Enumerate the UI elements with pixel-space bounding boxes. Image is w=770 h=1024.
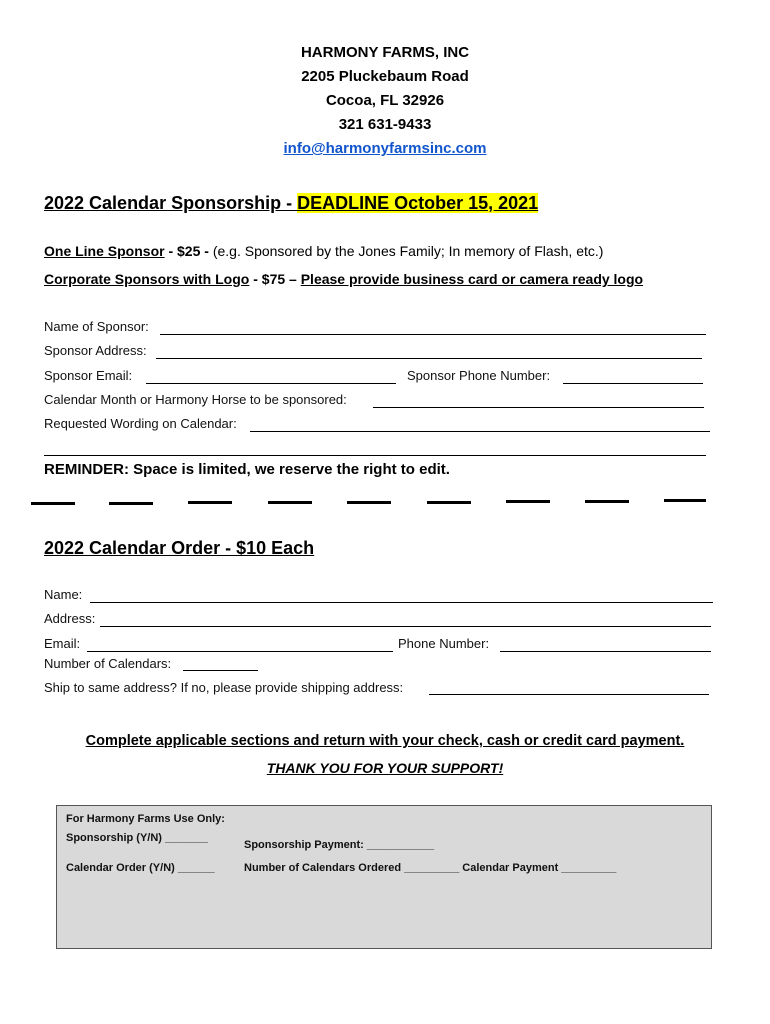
company-header: [0, 41, 770, 161]
company-street: 2205 Pluckebaum Road: [301, 68, 469, 85]
sponsor-email-field[interactable]: [146, 371, 396, 384]
sponsor-address-label: Sponsor Address:: [44, 343, 147, 358]
order-ship-label: Ship to same address? If no, please provide shipping address:: [44, 680, 404, 695]
company-email-link[interactable]: info@harmonyfarmsinc.com: [283, 140, 487, 157]
sponsor-email-row: [44, 368, 132, 383]
thank-you-text: THANK YOU FOR YOUR SUPPORT!: [266, 760, 504, 776]
order-phone-field[interactable]: [500, 639, 711, 652]
cut-line-dash: [109, 502, 153, 505]
order-address-row: [44, 611, 95, 626]
order-phone-label: Phone Number:: [398, 636, 490, 651]
sponsor-phone-label: Sponsor Phone Number:: [407, 368, 551, 383]
order-phone-row: [398, 636, 489, 651]
office-calendars-ordered: Number of Calendars Ordered _________ Calendar Payment _________: [244, 862, 617, 874]
order-ship-field[interactable]: [429, 682, 709, 695]
office-calendar-order-yn: Calendar Order (Y/N) ______: [66, 862, 215, 874]
office-use-box: [56, 805, 712, 949]
sponsor-month-row: [44, 392, 347, 407]
sponsor-phone-field[interactable]: [563, 371, 703, 384]
order-title: 2022 Calendar Order - $10 Each: [44, 538, 315, 558]
sponsor-wording-field[interactable]: [250, 419, 710, 432]
one-line-sponsor-price: - $25 -: [164, 243, 213, 259]
reminder-text: REMINDER: Space is limited, we reserve the right to edit.: [44, 461, 450, 478]
order-name-field[interactable]: [90, 590, 713, 603]
office-use-heading: For Harmony Farms Use Only:: [66, 813, 225, 825]
sponsor-address-row: [44, 343, 147, 358]
sponsor-month-label: Calendar Month or Harmony Horse to be sponsored:: [44, 392, 347, 407]
one-line-sponsor-row: [44, 243, 603, 259]
order-count-field[interactable]: [183, 658, 258, 671]
sponsor-month-field[interactable]: [373, 395, 704, 408]
sponsor-name-label: Name of Sponsor:: [44, 319, 149, 334]
corporate-sponsor-label: Corporate Sponsors with Logo: [44, 271, 250, 287]
sponsor-phone-row: [407, 368, 550, 383]
cut-line-dash: [585, 500, 629, 503]
sponsor-wording-label: Requested Wording on Calendar:: [44, 416, 237, 431]
sponsor-email-label: Sponsor Email:: [44, 368, 133, 383]
return-instructions: Complete applicable sections and return with your check, cash or credit card payment.: [85, 733, 685, 749]
sponsor-wording-row: [44, 416, 237, 431]
order-count-label: Number of Calendars:: [44, 656, 172, 671]
sponsor-name-field[interactable]: [160, 322, 706, 335]
order-email-field[interactable]: [87, 639, 393, 652]
cut-line-dash: [506, 500, 550, 503]
cut-line-dash: [268, 501, 312, 504]
sponsor-name-row: [44, 319, 149, 334]
cut-line-dash: [31, 502, 75, 505]
order-name-row: [44, 587, 82, 602]
order-address-label: Address:: [44, 611, 96, 626]
order-count-row: [44, 656, 171, 671]
order-ship-row: [44, 680, 403, 695]
office-sponsorship-payment: Sponsorship Payment: ___________: [244, 839, 435, 851]
order-email-row: [44, 636, 80, 651]
company-city: Cocoa, FL 32926: [325, 92, 445, 109]
one-line-sponsor-example: (e.g. Sponsored by the Jones Family; In memory of Flash, etc.): [212, 243, 604, 259]
deadline-text: DEADLINE October 15, 2021: [297, 193, 539, 213]
one-line-sponsor-label: One Line Sponsor: [44, 243, 165, 259]
corporate-sponsor-price: - $75 –: [249, 271, 301, 287]
corporate-sponsor-row: [44, 271, 643, 287]
cut-line-dash: [427, 501, 471, 504]
order-email-label: Email:: [44, 636, 81, 651]
sponsor-wording-field-line2[interactable]: [44, 443, 706, 456]
cut-line-dash: [347, 501, 391, 504]
office-sponsorship-yn: Sponsorship (Y/N) _______: [66, 832, 208, 844]
cut-line-dash: [664, 499, 706, 502]
sponsorship-title: [44, 193, 538, 214]
cut-line-dash: [188, 501, 232, 504]
order-address-field[interactable]: [100, 614, 711, 627]
sponsor-address-field[interactable]: [156, 346, 702, 359]
company-phone: 321 631-9433: [338, 116, 432, 133]
company-name: HARMONY FARMS, INC: [300, 44, 470, 61]
corporate-sponsor-note: Please provide business card or camera ready logo: [300, 271, 644, 287]
sponsorship-title-text: 2022 Calendar Sponsorship -: [44, 193, 298, 213]
order-name-label: Name:: [44, 587, 83, 602]
